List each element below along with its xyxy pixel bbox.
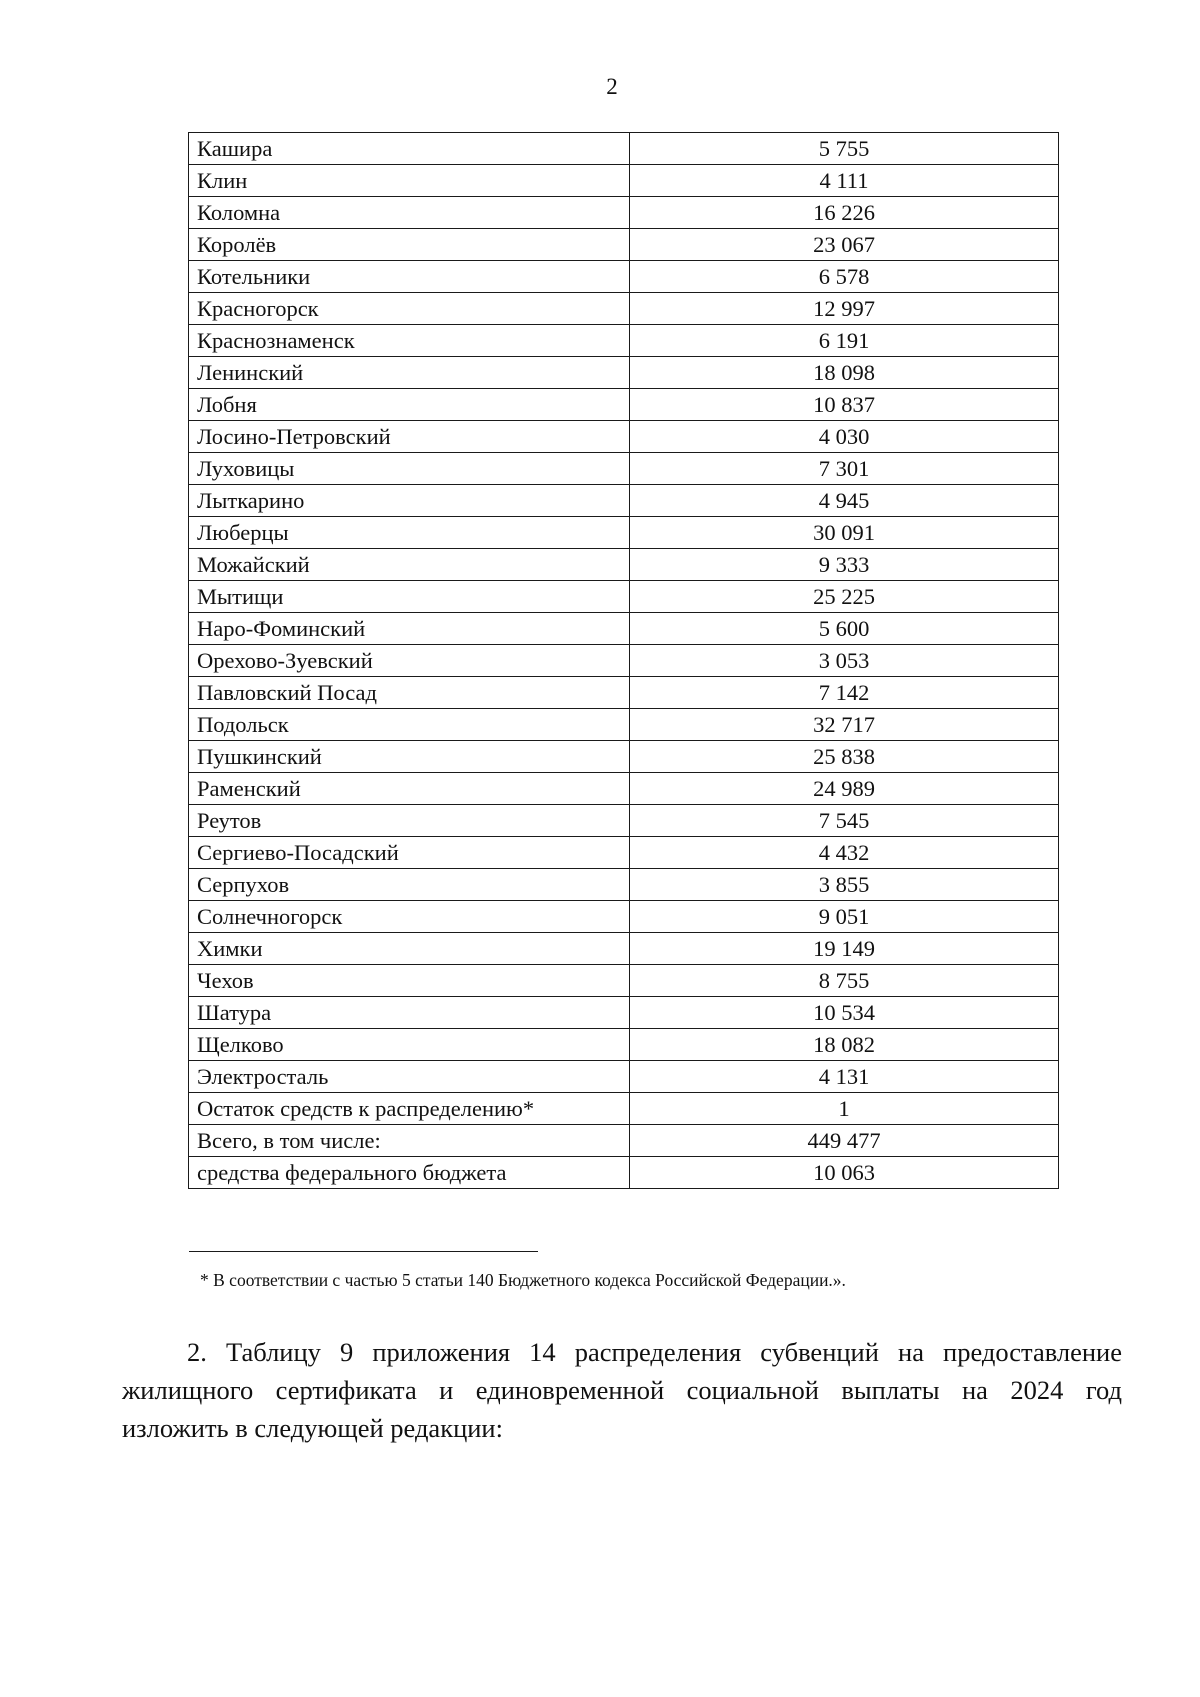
- municipality-name-cell: Наро-Фоминский: [189, 613, 630, 645]
- municipality-name-cell: Реутов: [189, 805, 630, 837]
- table-row: [189, 1029, 1059, 1061]
- amount-cell: 9 051: [630, 901, 1059, 933]
- municipality-name-cell: Электросталь: [189, 1061, 630, 1093]
- table-row: [189, 965, 1059, 997]
- amount-cell: 449 477: [630, 1125, 1059, 1157]
- amount-cell: 18 082: [630, 1029, 1059, 1061]
- amount-cell: 18 098: [630, 357, 1059, 389]
- municipality-name-cell: Пушкинский: [189, 741, 630, 773]
- table-body: [189, 133, 1059, 1189]
- amount-cell: 16 226: [630, 197, 1059, 229]
- amount-cell: 4 030: [630, 421, 1059, 453]
- table-row: [189, 645, 1059, 677]
- table-row: [189, 1093, 1059, 1125]
- amount-cell: 3 053: [630, 645, 1059, 677]
- amount-cell: 4 432: [630, 837, 1059, 869]
- table-row: [189, 453, 1059, 485]
- table-row: [189, 613, 1059, 645]
- municipality-name-cell: Чехов: [189, 965, 630, 997]
- municipality-name-cell: Сергиево-Посадский: [189, 837, 630, 869]
- distribution-table: [188, 132, 1059, 1189]
- amount-cell: 4 111: [630, 165, 1059, 197]
- municipality-name-cell: Коломна: [189, 197, 630, 229]
- municipality-name-cell: Люберцы: [189, 517, 630, 549]
- amount-cell: 32 717: [630, 709, 1059, 741]
- table-row: [189, 933, 1059, 965]
- amount-cell: 7 142: [630, 677, 1059, 709]
- table-row: [189, 1061, 1059, 1093]
- amount-cell: 1: [630, 1093, 1059, 1125]
- amount-cell: 4 131: [630, 1061, 1059, 1093]
- table-row: [189, 133, 1059, 165]
- municipality-name-cell: Краснознаменск: [189, 325, 630, 357]
- footnote-separator: [189, 1251, 538, 1252]
- amount-cell: 10 837: [630, 389, 1059, 421]
- table-row: [189, 677, 1059, 709]
- table-row: [189, 517, 1059, 549]
- amount-cell: 30 091: [630, 517, 1059, 549]
- municipality-name-cell: Подольск: [189, 709, 630, 741]
- table-row: [189, 741, 1059, 773]
- table-row: [189, 901, 1059, 933]
- municipality-name-cell: Серпухов: [189, 869, 630, 901]
- municipality-name-cell: Щелково: [189, 1029, 630, 1061]
- table-row: [189, 1157, 1059, 1189]
- paragraph-line: жилищного сертификата и единовременной социальной выплаты на 2024 год: [122, 1375, 1122, 1405]
- amount-cell: 9 333: [630, 549, 1059, 581]
- table-row: [189, 293, 1059, 325]
- municipality-name-cell: Раменский: [189, 773, 630, 805]
- table-row: [189, 325, 1059, 357]
- municipality-name-cell: Павловский Посад: [189, 677, 630, 709]
- amount-cell: 5 600: [630, 613, 1059, 645]
- amount-cell: 25 225: [630, 581, 1059, 613]
- amount-cell: 7 301: [630, 453, 1059, 485]
- table-row: [189, 805, 1059, 837]
- table-row: [189, 261, 1059, 293]
- table-row: [189, 997, 1059, 1029]
- municipality-name-cell: Красногорск: [189, 293, 630, 325]
- amount-cell: 12 997: [630, 293, 1059, 325]
- municipality-name-cell: Остаток средств к распределению*: [189, 1093, 630, 1125]
- municipality-name-cell: Кашира: [189, 133, 630, 165]
- amount-cell: 25 838: [630, 741, 1059, 773]
- municipality-name-cell: Лосино-Петровский: [189, 421, 630, 453]
- amount-cell: 5 755: [630, 133, 1059, 165]
- amount-cell: 4 945: [630, 485, 1059, 517]
- amount-cell: 6 578: [630, 261, 1059, 293]
- municipality-name-cell: Лыткарино: [189, 485, 630, 517]
- amount-cell: 7 545: [630, 805, 1059, 837]
- table-row: [189, 485, 1059, 517]
- amount-cell: 8 755: [630, 965, 1059, 997]
- municipality-name-cell: Королёв: [189, 229, 630, 261]
- table-row: [189, 581, 1059, 613]
- paragraph-line: изложить в следующей редакции:: [122, 1413, 503, 1443]
- amount-cell: 24 989: [630, 773, 1059, 805]
- table-row: [189, 357, 1059, 389]
- table-row: [189, 389, 1059, 421]
- amount-cell: 10 063: [630, 1157, 1059, 1189]
- table-row: [189, 421, 1059, 453]
- municipality-name-cell: Лобня: [189, 389, 630, 421]
- footnote: * В соответствии с частью 5 статьи 140 Бюджетного кодекса Российской Федерации.».: [200, 1270, 846, 1290]
- amount-cell: 6 191: [630, 325, 1059, 357]
- table-row: [189, 197, 1059, 229]
- amount-cell: 19 149: [630, 933, 1059, 965]
- municipality-name-cell: Луховицы: [189, 453, 630, 485]
- table-row: [189, 1125, 1059, 1157]
- municipality-name-cell: Ленинский: [189, 357, 630, 389]
- municipality-name-cell: Химки: [189, 933, 630, 965]
- municipality-name-cell: Орехово-Зуевский: [189, 645, 630, 677]
- municipality-name-cell: Можайский: [189, 549, 630, 581]
- municipality-name-cell: Шатура: [189, 997, 630, 1029]
- municipality-name-cell: Котельники: [189, 261, 630, 293]
- municipality-name-cell: Всего, в том числе:: [189, 1125, 630, 1157]
- table-row: [189, 549, 1059, 581]
- amount-cell: 3 855: [630, 869, 1059, 901]
- municipality-name-cell: Мытищи: [189, 581, 630, 613]
- amount-cell: 23 067: [630, 229, 1059, 261]
- table-row: [189, 709, 1059, 741]
- municipality-name-cell: средства федерального бюджета: [189, 1157, 630, 1189]
- table-row: [189, 229, 1059, 261]
- municipality-name-cell: Солнечногорск: [189, 901, 630, 933]
- table-row: [189, 773, 1059, 805]
- table-row: [189, 869, 1059, 901]
- table-row: [189, 165, 1059, 197]
- paragraph-line: 2. Таблицу 9 приложения 14 распределения субвенций на предоставление: [187, 1337, 1122, 1367]
- amount-cell: 10 534: [630, 997, 1059, 1029]
- municipality-name-cell: Клин: [189, 165, 630, 197]
- amendment-paragraph: [122, 1333, 1122, 1447]
- page-number: 2: [606, 74, 618, 99]
- table-row: [189, 837, 1059, 869]
